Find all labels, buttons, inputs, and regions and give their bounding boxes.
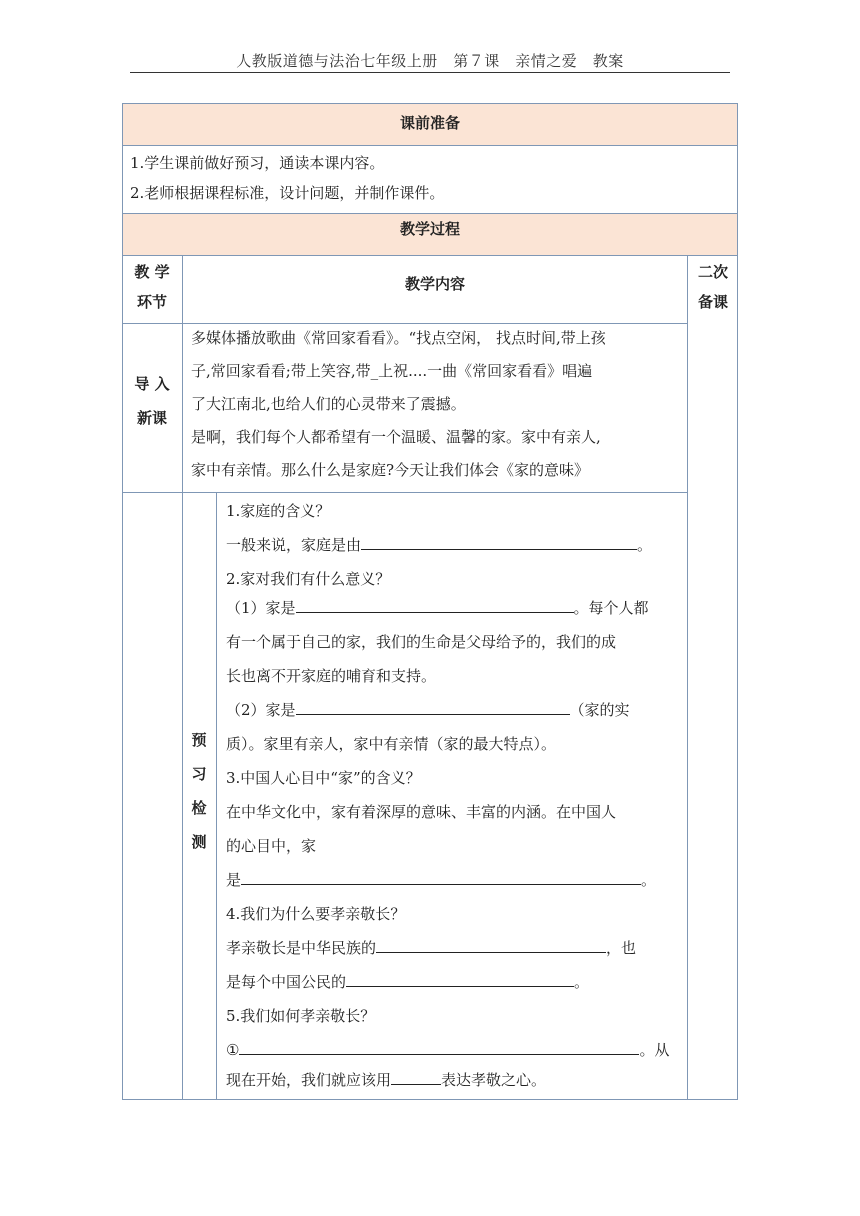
col-header-stage: 教 学 [134, 263, 170, 281]
fill-blank[interactable] [241, 870, 641, 885]
question-4: 4.我们为什么要孝亲敬长？ [226, 905, 406, 923]
col-header-revision: 备课 [697, 293, 728, 311]
question-1: 1.家庭的含义？ [226, 502, 331, 520]
body-line: 长也离不开家庭的哺育和支持。 [226, 667, 437, 685]
answer-line: 是 。 [226, 871, 657, 889]
question-3: 3.中国人心目中“家”的含义？ [226, 769, 421, 787]
fill-blank[interactable] [376, 938, 606, 953]
preview-stage-label: 习 [191, 765, 207, 783]
preview-stage-label: 预 [191, 731, 207, 749]
body-line: 的心目中，家 [226, 837, 317, 855]
prep-item: 1.学生课前做好预习，通读本课内容。 [130, 154, 385, 172]
intro-text-line: 子,常回家看看;带上笑容,带_上祝....一曲《常回家看看》唱遍 [191, 362, 593, 380]
fill-blank[interactable] [296, 598, 574, 613]
intro-text-line: 家中有亲情。那么什么是家庭?今天让我们体会《家的意味》 [191, 461, 590, 479]
preview-stage-label: 检 [191, 799, 207, 817]
answer-line: （2）家是 （家的实 [226, 701, 630, 719]
fill-blank[interactable] [239, 1040, 639, 1055]
prep-heading: 课前准备 [399, 114, 460, 132]
intro-text-line: 了大江南北,也给人们的心灵带来了震撼。 [191, 395, 466, 413]
document-header: 人教版道德与法治七年级上册 第７课 亲情之爱 教案 [236, 52, 624, 70]
prep-item: 2.老师根据课程标准，设计问题，并制作课件。 [130, 184, 445, 202]
col-header-revision: 二次 [697, 263, 728, 281]
question-2: 2.家对我们有什么意义？ [226, 570, 391, 588]
col-header-stage: 环节 [136, 293, 167, 311]
intro-stage-label: 新课 [136, 409, 167, 427]
answer-line: （1）家是 。每个人都 [226, 599, 649, 617]
col-header-content: 教学内容 [404, 275, 465, 293]
preview-stage-label: 测 [191, 833, 207, 851]
answer-line: 是每个中国公民的 。 [226, 973, 590, 991]
fill-blank[interactable] [296, 700, 570, 715]
body-line: 质）。家里有亲人，家中有亲情（家的最大特点）。 [226, 735, 557, 753]
fill-blank[interactable] [361, 535, 637, 550]
fill-blank[interactable] [346, 972, 574, 987]
body-line: 有一个属于自己的家，我们的生命是父母给予的，我们的成 [226, 633, 617, 651]
header-rule [130, 72, 730, 73]
answer-line: 孝亲敬长是中华民族的 ，也 [226, 939, 637, 957]
process-heading: 教学过程 [399, 220, 460, 238]
answer-line: 一般来说，家庭是由 。 [226, 536, 653, 554]
intro-text-line: 是啊，我们每个人都希望有一个温暖、温馨的家。家中有亲人, [191, 428, 601, 446]
question-5: 5.我们如何孝亲敬长？ [226, 1007, 376, 1025]
body-line: 在中华文化中，家有着深厚的意味、丰富的内涵。在中国人 [226, 803, 617, 821]
answer-line: ① 。从 [226, 1041, 670, 1059]
intro-stage-label: 导 入 [134, 375, 170, 393]
fill-blank[interactable] [391, 1070, 441, 1085]
intro-text-line: 多媒体播放歌曲《常回家看看》。“找点空闲， 找点时间,带上孩 [191, 329, 606, 347]
answer-line: 现在开始，我们就应该用 表达孝敬之心。 [226, 1071, 547, 1089]
